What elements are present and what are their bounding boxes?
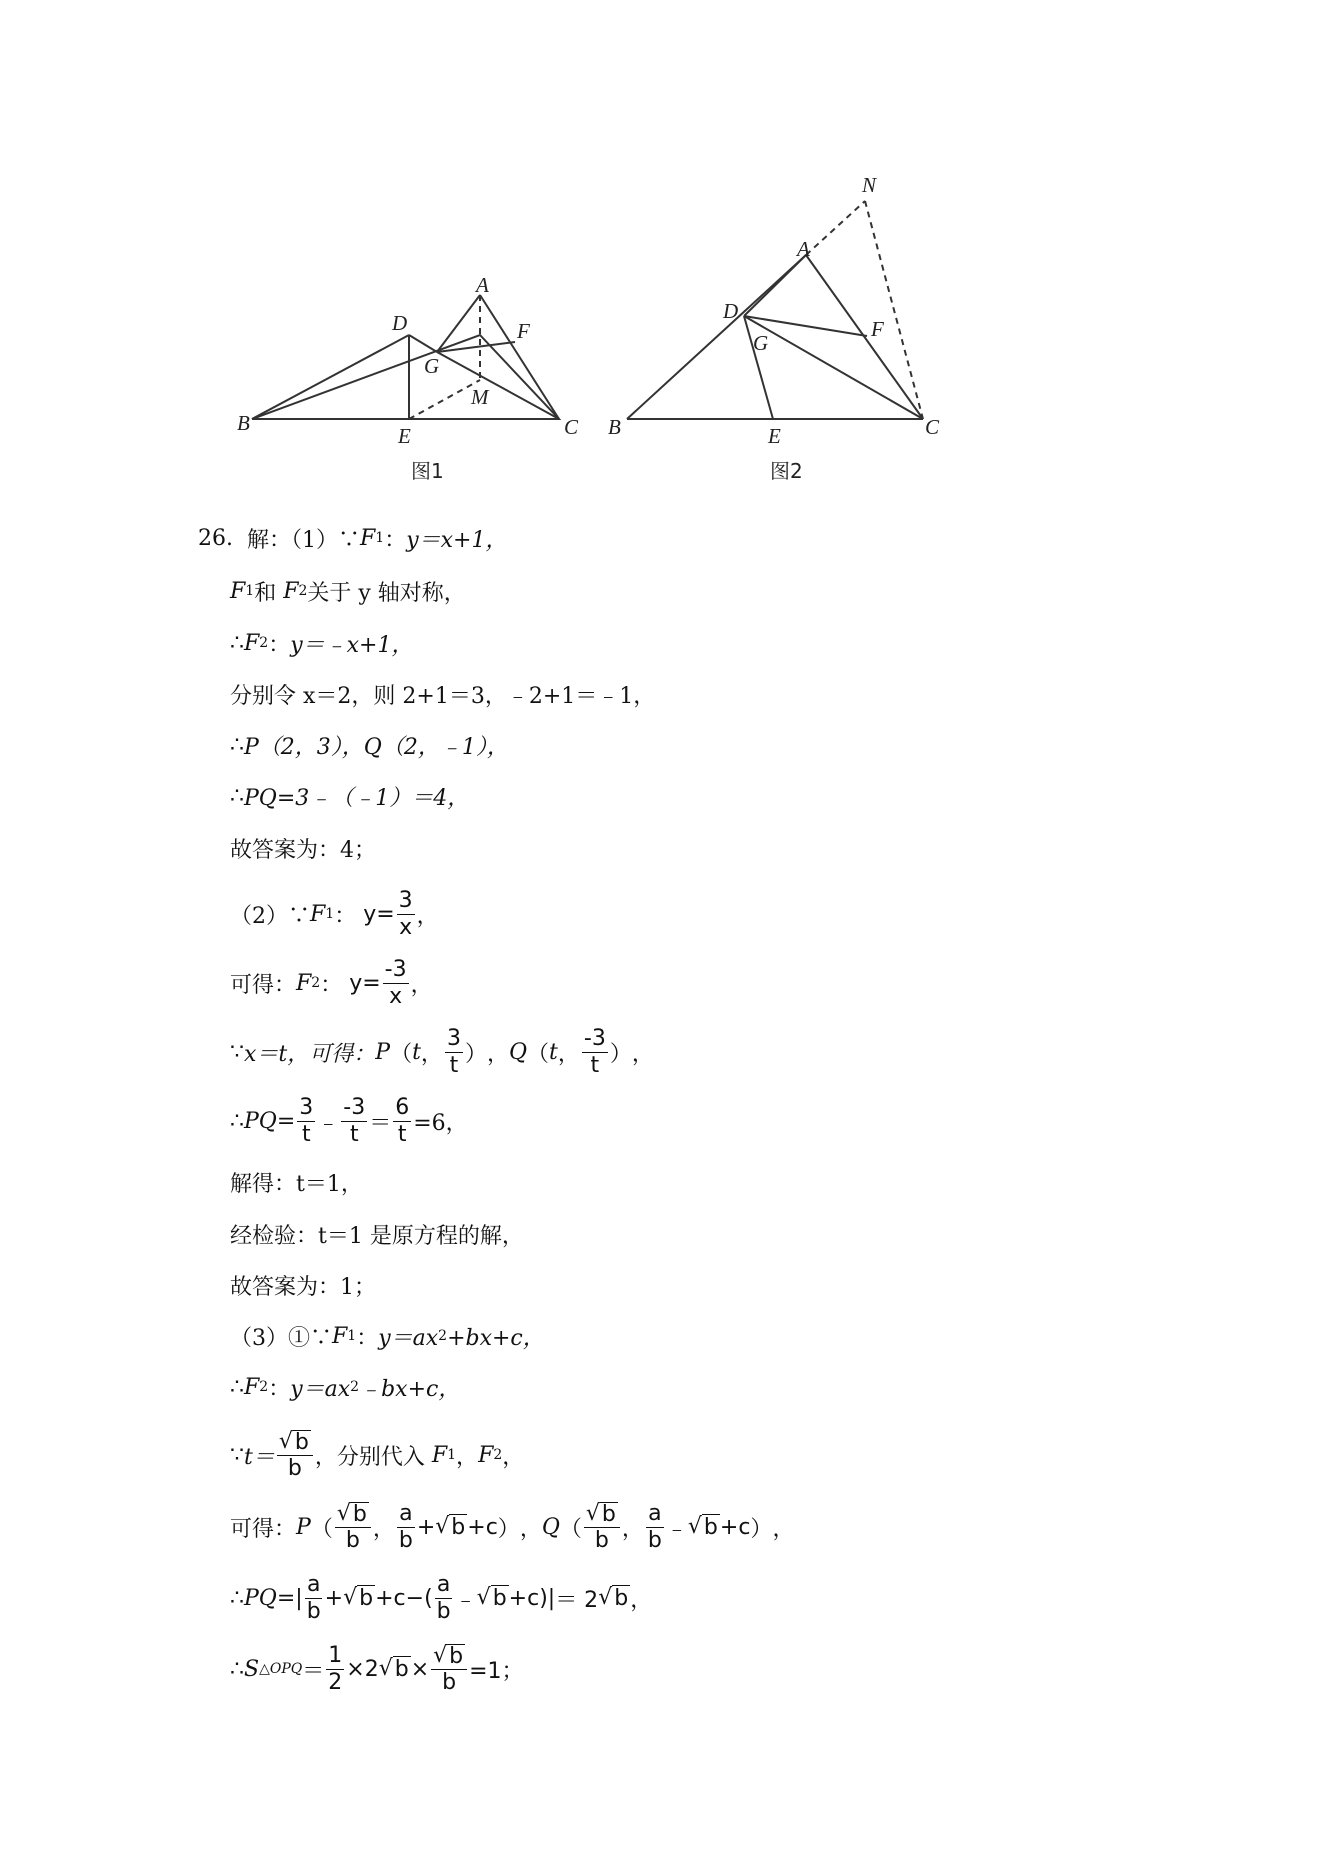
fig2-label-F: F bbox=[871, 317, 884, 341]
fraction: √ b b bbox=[431, 1644, 467, 1694]
solution-line-18: 可得： P （ √ b b ， $\frac{a}{b}$ + √ b +c ） ， Q （ √ b b ， $\frac{a}{b}$ ﹣ √ b +c ） ， bbox=[230, 1500, 795, 1553]
fig1-DG bbox=[409, 335, 437, 352]
fraction: $\frac{3}{x}$ bbox=[398, 888, 413, 940]
solution-line-20: ∴ S △OPQ ＝ $\frac{1}{2}$ × 2 √ b × √ b b =1； bbox=[230, 1642, 524, 1695]
fig2-label-C: C bbox=[925, 415, 940, 439]
solution-line-1: 26. 解：（1）∵ F 1 ： y＝x+1， bbox=[198, 525, 508, 553]
solution-line-10: ∵ x＝t，可得： P （ t ， $\frac{3}{t}$ ） ， Q （ t ， $\frac{-3}{t}$ ） ， bbox=[230, 1026, 654, 1078]
fig2-label-B: B bbox=[608, 415, 621, 439]
fig1-AB bbox=[252, 335, 409, 419]
fig2-AN bbox=[806, 201, 865, 255]
fig2-label-D: D bbox=[723, 299, 739, 323]
fig2-caption: 图2 bbox=[770, 459, 803, 483]
fig2-label-A: A bbox=[797, 237, 810, 261]
fraction: $\frac{a}{b}$ bbox=[306, 1572, 321, 1624]
solution-line-16: ∴ F 2 ： y＝ax 2 ﹣bx+c， bbox=[230, 1374, 461, 1402]
fraction: $\frac{-3}{t}$ bbox=[343, 1095, 366, 1147]
fig1-label-M: M bbox=[471, 385, 489, 409]
fraction: √ b b bbox=[584, 1502, 620, 1552]
solution-line-15: （3）①∵ F 1 ： y＝ax 2 +bx+c， bbox=[230, 1323, 545, 1351]
fig1-GC bbox=[437, 352, 559, 419]
figures bbox=[0, 0, 1323, 500]
fig1-EM bbox=[409, 380, 480, 419]
fraction: $\frac{-3}{t}$ bbox=[583, 1026, 606, 1078]
figure-2-labels bbox=[608, 173, 940, 483]
solution-line-4: 分别令 x＝2，则 2+1＝3，﹣2+1＝﹣1， bbox=[230, 683, 656, 709]
fig1-label-B: B bbox=[237, 411, 250, 435]
fig1-label-G: G bbox=[424, 354, 440, 378]
fraction: $\frac{1}{2}$ bbox=[328, 1643, 343, 1695]
fraction: $\frac{-3}{x}$ bbox=[384, 957, 407, 1009]
solution-line-3: ∴ F 2 ： y＝﹣x+1， bbox=[230, 630, 414, 658]
solution-line-6: ∴ PQ=3﹣（﹣1）＝4， bbox=[230, 783, 470, 811]
solution-line-19: ∴ PQ= | $\frac{a}{b}$ + √ b +c −( $\frac{a}{b}$ ﹣ √ b +c )| ＝ 2 √ b ， bbox=[230, 1572, 653, 1624]
solution-line-5: ∴ P（2，3），Q（2，﹣1）， bbox=[230, 732, 509, 760]
fig2-AC bbox=[806, 255, 923, 419]
problem-number: 26. bbox=[198, 525, 233, 551]
solution-line-12: 解得：t＝1， bbox=[230, 1171, 363, 1197]
fig1-AC bbox=[480, 295, 559, 419]
fraction: $\frac{3}{t}$ bbox=[446, 1026, 461, 1078]
fraction: √ b b bbox=[277, 1430, 313, 1480]
fraction: $\frac{a}{b}$ bbox=[436, 1572, 451, 1624]
fig1-label-C: C bbox=[564, 415, 579, 439]
fig2-label-N: N bbox=[862, 173, 877, 197]
fig1-label-E: E bbox=[398, 424, 411, 448]
solution-line-14: 故答案为：1； bbox=[230, 1274, 376, 1300]
fraction: $\frac{a}{b}$ bbox=[647, 1501, 662, 1553]
fig1-caption: 图1 bbox=[411, 459, 444, 483]
fig2-NC bbox=[865, 201, 923, 419]
solution-line-17: ∵ t＝ √ b b ，分别代入 F 1 ， F 2 ， bbox=[230, 1428, 525, 1481]
fig1-label-D: D bbox=[392, 311, 408, 335]
solution-line-9: 可得： F 2 ： y= $\frac{-3}{x}$ ， bbox=[230, 957, 433, 1009]
solution-line-11: ∴ PQ= $\frac{3}{t}$ ﹣ $\frac{-3}{t}$ ＝ $\frac{6}{t}$ =6， bbox=[230, 1095, 468, 1147]
solution-line-13: 经检验：t＝1 是原方程的解， bbox=[230, 1223, 524, 1249]
fig2-DA bbox=[744, 255, 806, 316]
figure-2 bbox=[627, 201, 923, 419]
fraction: √ b b bbox=[335, 1502, 371, 1552]
fraction: $\frac{6}{t}$ bbox=[395, 1095, 410, 1147]
fig2-label-G: G bbox=[753, 331, 769, 355]
fig1-label-A: A bbox=[476, 273, 489, 297]
fraction: $\frac{a}{b}$ bbox=[398, 1501, 413, 1553]
solution-line-7: 故答案为：4； bbox=[230, 837, 376, 863]
solution-line-2: F 1 和 F 2 关于 y 轴对称， bbox=[230, 578, 466, 606]
solution-line-8: （2）∵ F 1 ： y= $\frac{3}{x}$ ， bbox=[230, 888, 439, 940]
fraction: $\frac{3}{t}$ bbox=[299, 1095, 314, 1147]
fig1-label-F: F bbox=[517, 319, 530, 343]
fig2-label-E: E bbox=[768, 424, 781, 448]
